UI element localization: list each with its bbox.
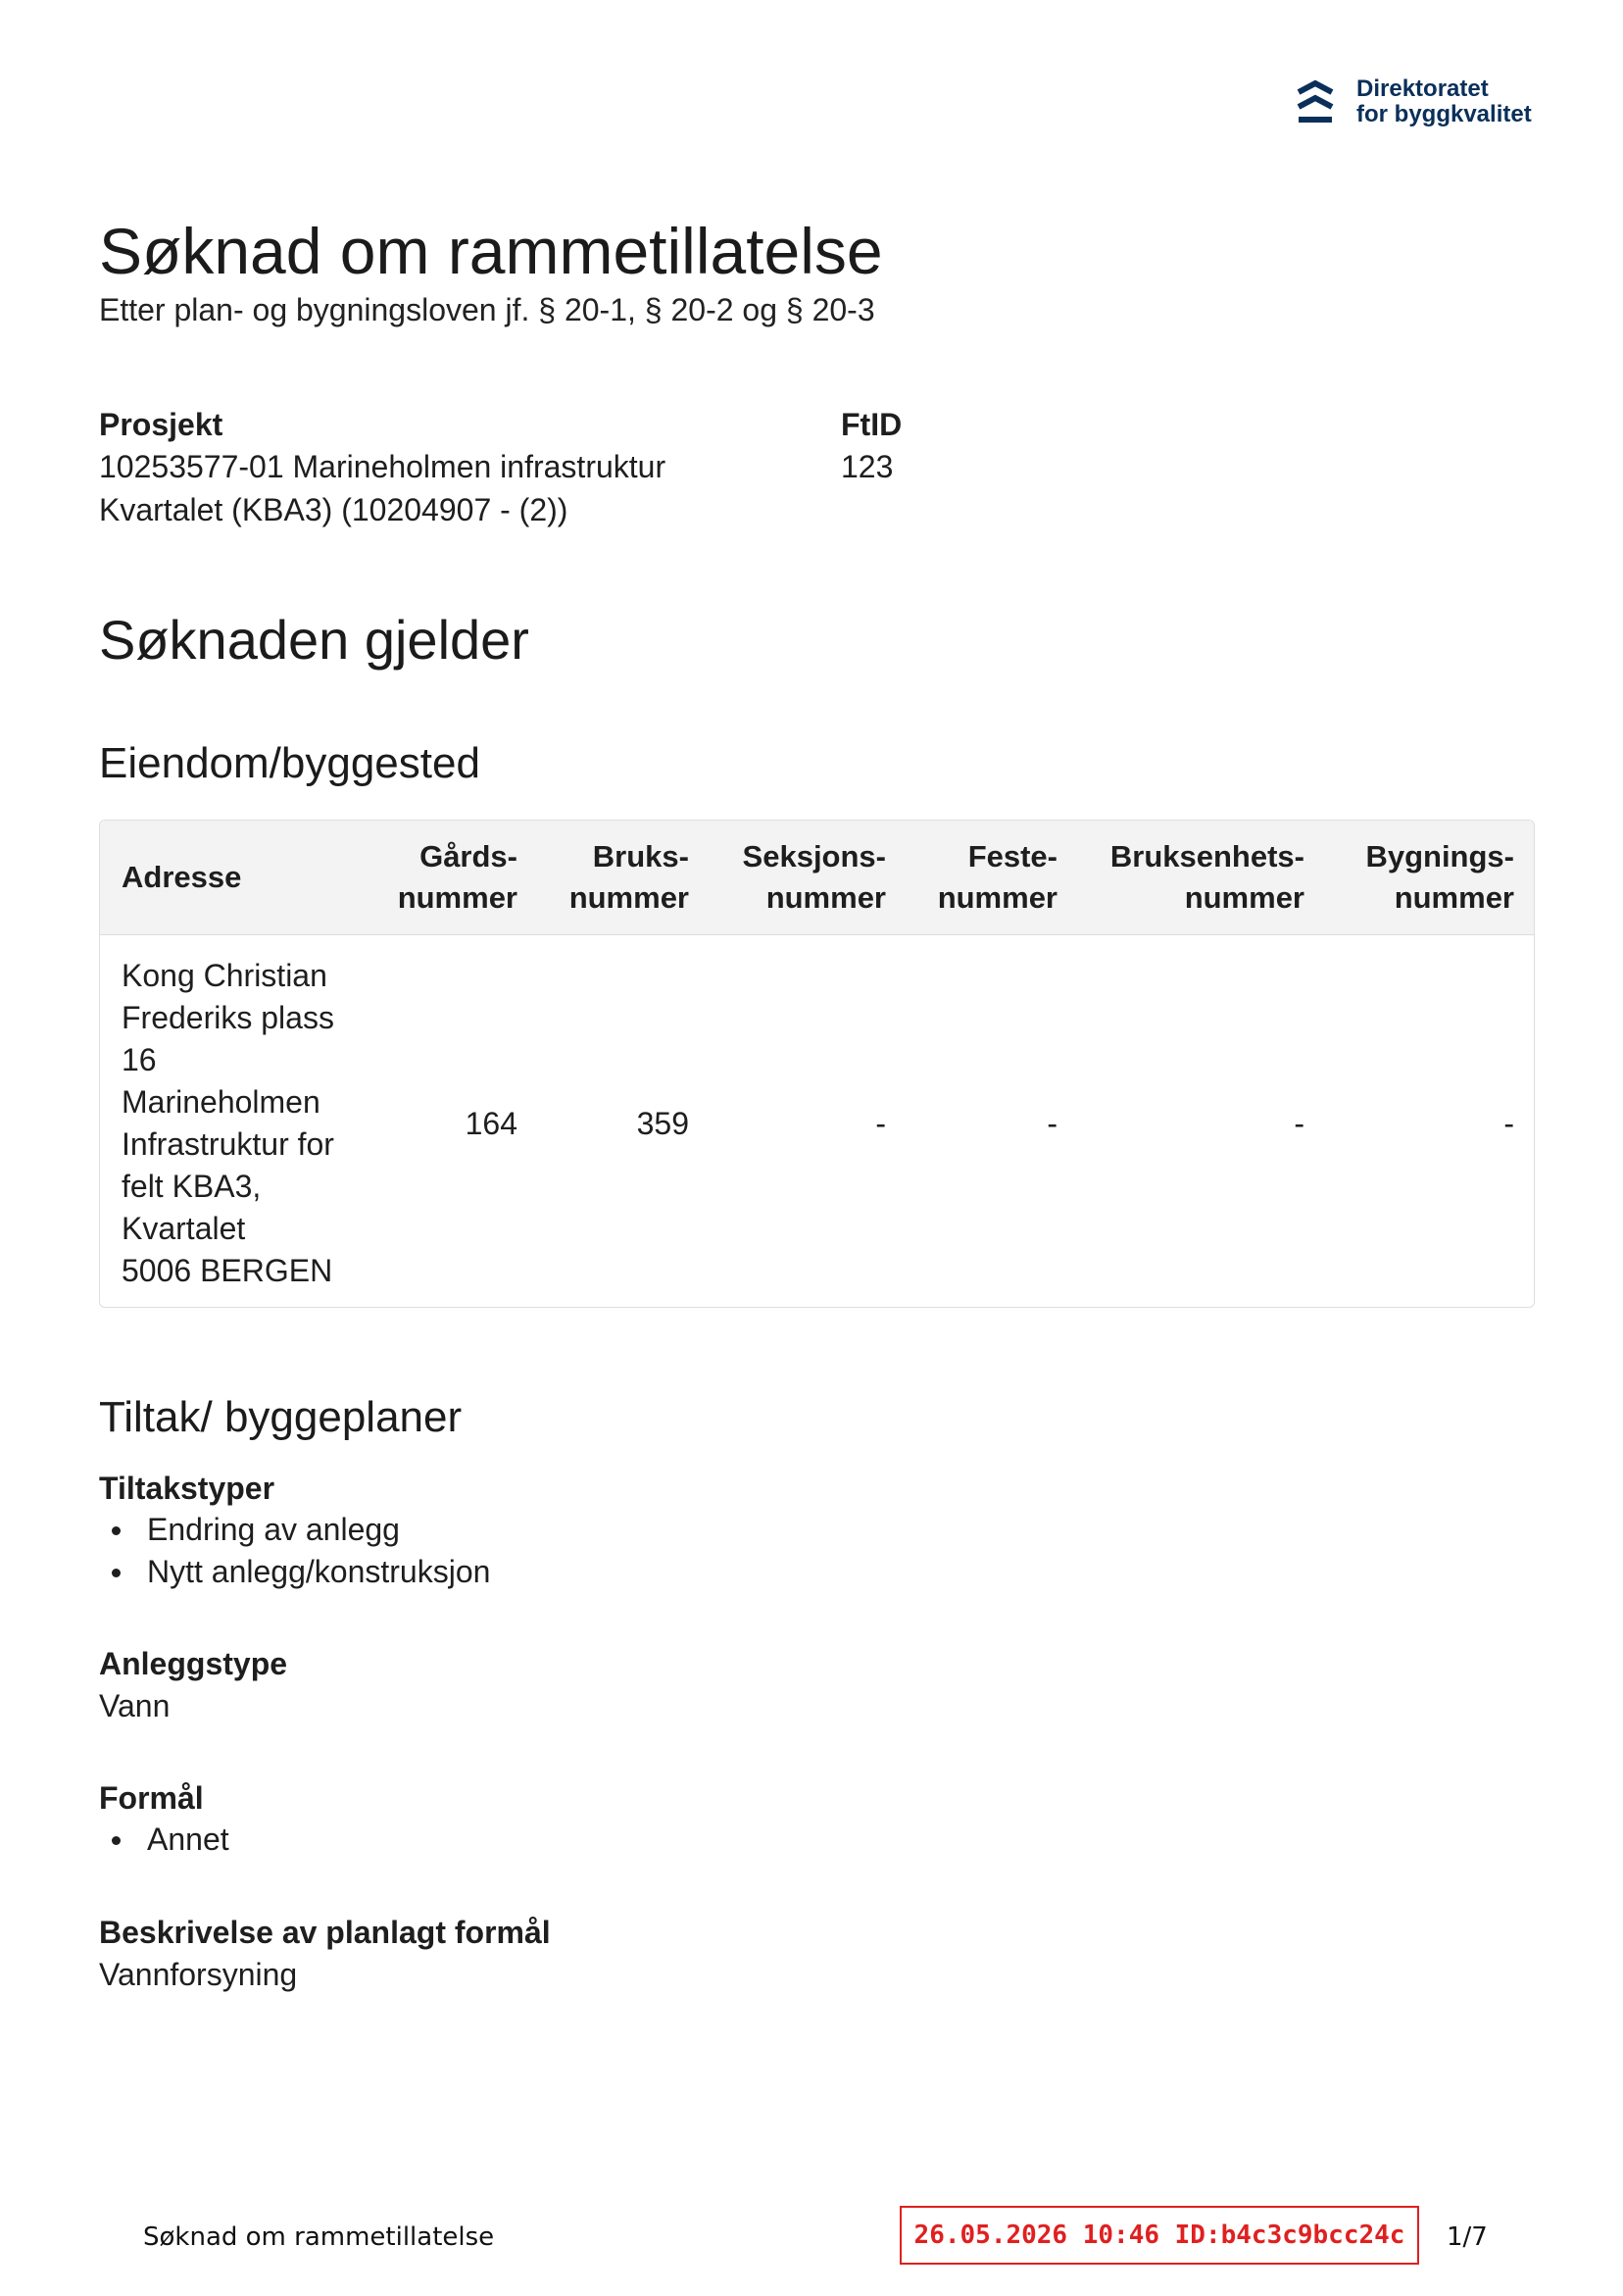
property-table	[99, 820, 1535, 1308]
project-value-line-2: Kvartalet (KBA3) (10204907 - (2))	[99, 492, 568, 527]
cell-festenummer: -	[1047, 1105, 1057, 1141]
col-gardsnummer-line-2: nummer	[397, 880, 517, 915]
address-line: Frederiks plass	[122, 1000, 334, 1035]
col-bruksnummer-line-2: nummer	[568, 880, 689, 915]
col-bygningsnummer	[1326, 821, 1535, 935]
property-heading: Eiendom/byggested	[99, 739, 480, 787]
ftid-field	[841, 404, 902, 488]
page-title: Søknad om rammetillatelse	[99, 215, 883, 287]
col-bruksnummer-line-1: Bruks-	[592, 839, 689, 873]
col-festenummer-line-2: nummer	[937, 880, 1057, 915]
col-seksjonsnummer-line-1: Seksjons-	[742, 839, 886, 873]
brand-logo	[1296, 76, 1532, 127]
timestamp-id-stamp: 26.05.2026 10:46 ID:b4c3c9bcc24c	[900, 2206, 1419, 2265]
address-line: Kvartalet	[122, 1211, 246, 1246]
address-line: Infrastruktur for	[122, 1126, 334, 1162]
cell-bruksnummer: 359	[636, 1105, 689, 1141]
col-festenummer-line-1: Feste-	[967, 839, 1057, 873]
project-field	[99, 404, 726, 531]
formal-label: Formål	[99, 1780, 204, 1816]
col-bruksenhetsnummer-line-1: Bruksenhets-	[1109, 839, 1304, 873]
address-line: 16	[122, 1042, 157, 1077]
list-item: Endring av anlegg	[99, 1509, 1275, 1551]
col-adresse-label: Adresse	[122, 860, 242, 894]
property-table-header	[100, 821, 1535, 935]
col-bruksenhetsnummer-line-2: nummer	[1184, 880, 1304, 915]
address-line: Marineholmen	[122, 1084, 320, 1120]
anleggstype-label: Anleggstype	[99, 1646, 288, 1681]
formal-field	[99, 1777, 1275, 1861]
footer-document-title: Søknad om rammetillatelse	[143, 2222, 495, 2252]
table-row	[100, 935, 1535, 1309]
tiltakstyper-list	[99, 1509, 1275, 1593]
col-festenummer	[908, 821, 1079, 935]
brand-name	[1356, 76, 1532, 127]
project-label: Prosjekt	[99, 407, 223, 442]
anleggstype-field	[99, 1643, 1275, 1727]
ftid-label: FtID	[841, 407, 903, 442]
tiltak-heading: Tiltak/ byggeplaner	[99, 1393, 463, 1441]
address-line: Kong Christian	[122, 958, 327, 993]
tiltakstyper-field	[99, 1468, 1275, 1593]
beskrivelse-field	[99, 1912, 1275, 1996]
cell-bygningsnummer: -	[1503, 1105, 1514, 1141]
col-bruksnummer	[539, 821, 711, 935]
brand-line-1: Direktoratet	[1356, 75, 1489, 102]
col-bruksenhetsnummer	[1079, 821, 1326, 935]
col-bygningsnummer-line-1: Bygnings-	[1365, 839, 1514, 873]
col-bygningsnummer-line-2: nummer	[1394, 880, 1514, 915]
formal-list	[99, 1819, 1275, 1861]
col-seksjonsnummer-line-2: nummer	[765, 880, 886, 915]
project-value-line-1: 10253577-01 Marineholmen infrastruktur	[99, 449, 666, 484]
brand-chevron-icon	[1296, 78, 1335, 127]
section-heading: Søknaden gjelder	[99, 609, 529, 671]
beskrivelse-label: Beskrivelse av planlagt formål	[99, 1915, 551, 1950]
list-item: Nytt anlegg/konstruksjon	[99, 1551, 1275, 1593]
cell-gardsnummer: 164	[465, 1105, 517, 1141]
col-gardsnummer-line-1: Gårds-	[419, 839, 517, 873]
col-seksjonsnummer	[711, 821, 908, 935]
anleggstype-value: Vann	[99, 1688, 171, 1723]
page-subtitle: Etter plan- og bygningsloven jf. § 20-1, § 20-2 og § 20-3	[99, 292, 875, 327]
beskrivelse-value: Vannforsyning	[99, 1957, 298, 1992]
list-item: Annet	[99, 1819, 1275, 1861]
address-line: felt KBA3,	[122, 1169, 262, 1204]
cell-seksjonsnummer: -	[875, 1105, 886, 1141]
page-number: 1/7	[1447, 2222, 1488, 2252]
ftid-value: 123	[841, 449, 894, 484]
cell-adresse	[100, 935, 368, 1309]
tiltakstyper-label: Tiltakstyper	[99, 1471, 275, 1506]
cell-bruksenhetsnummer: -	[1294, 1105, 1304, 1141]
brand-line-2: for byggkvalitet	[1356, 101, 1532, 127]
address-line: 5006 BERGEN	[122, 1253, 333, 1288]
col-gardsnummer	[368, 821, 539, 935]
col-adresse	[100, 821, 368, 935]
